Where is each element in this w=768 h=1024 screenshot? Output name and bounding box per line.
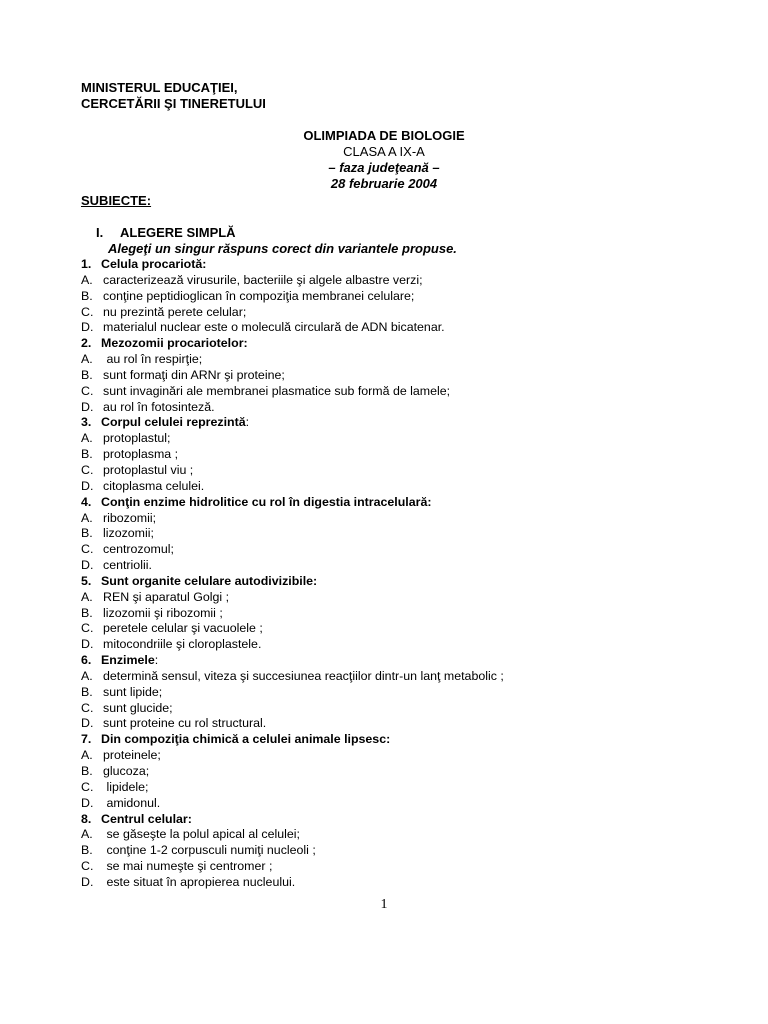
question-8	[81, 812, 741, 828]
option-text: protoplastul;	[103, 431, 171, 446]
option-text: sunt proteine cu rol structural.	[103, 716, 267, 731]
option-letter: D.	[81, 795, 94, 810]
option-text: sunt invaginări ale membranei plasmatice sub formă de lamele;	[103, 383, 451, 398]
answer-option	[81, 606, 741, 622]
option-letter: B.	[81, 684, 93, 699]
question-number: 7.	[81, 732, 92, 747]
exam-date: 28 februarie 2004	[330, 176, 438, 191]
option-letter: B.	[81, 526, 93, 541]
ministry-line-2: CERCETĂRII ŞI TINERETULUI	[81, 96, 266, 111]
option-letter: C.	[81, 779, 94, 794]
olympiad-title: OLIMPIADA DE BIOLOGIE	[303, 128, 465, 143]
answer-option	[81, 764, 741, 780]
option-letter: D.	[81, 874, 94, 889]
option-letter: B.	[81, 447, 93, 462]
question-7	[81, 732, 741, 748]
option-text: sunt formaţi din ARNr şi proteine;	[103, 367, 285, 382]
subjects-label: SUBIECTE:	[81, 193, 152, 208]
option-text: mitocondriile şi cloroplastele.	[103, 637, 262, 652]
olympiad-title-block	[0, 128, 768, 192]
answer-option	[81, 463, 741, 479]
section-instruction: Alegeţi un singur răspuns corect din variantele propuse.	[108, 241, 457, 256]
option-letter: B.	[81, 367, 93, 382]
class-label: CLASA A IX-A	[343, 144, 425, 159]
answer-option	[81, 447, 741, 463]
option-letter: D.	[81, 399, 94, 414]
option-letter: A.	[81, 510, 93, 525]
option-letter: A.	[81, 668, 93, 683]
option-text: sunt glucide;	[103, 700, 173, 715]
option-letter: B.	[81, 764, 93, 778]
question-6	[81, 653, 741, 669]
option-text: REN şi aparatul Golgi ;	[103, 589, 230, 604]
option-letter: C.	[81, 542, 94, 557]
option-letter: D.	[81, 478, 94, 493]
answer-option	[81, 590, 741, 606]
question-4	[81, 495, 741, 511]
option-text: lizozomii şi ribozomii ;	[103, 605, 223, 620]
option-letter: D.	[81, 558, 94, 573]
question-number: 3.	[81, 415, 92, 430]
answer-option	[81, 305, 741, 321]
option-text: conţine peptidioglican în compoziţia membranei celulare;	[103, 288, 415, 303]
answer-option	[81, 431, 741, 447]
answer-option	[81, 384, 741, 400]
answer-option	[81, 827, 741, 843]
answer-option	[81, 796, 741, 812]
option-letter: A.	[81, 589, 93, 604]
question-5	[81, 574, 741, 590]
option-letter: C.	[81, 383, 94, 398]
question-text-tail: :	[154, 653, 159, 668]
option-text: peretele celular şi vacuolele ;	[103, 621, 263, 636]
option-text: au rol în respirţie;	[103, 352, 203, 367]
option-text: centriolii.	[103, 558, 152, 573]
question-number: 2.	[81, 336, 92, 351]
option-text: citoplasma celulei.	[103, 478, 205, 493]
page-number: 1	[380, 897, 388, 912]
answer-option	[81, 479, 741, 495]
answer-option	[81, 621, 741, 637]
option-letter: A.	[81, 352, 93, 367]
option-text: determină sensul, viteza şi succesiunea reacţiilor dintr-un lanţ metabolic ;	[103, 668, 504, 683]
question-1	[81, 257, 741, 273]
option-letter: D.	[81, 320, 94, 335]
option-text: centrozomul;	[103, 542, 174, 557]
option-text: conţine 1-2 corpusculi numiţi nucleoli ;	[103, 843, 316, 858]
answer-option	[81, 875, 741, 891]
answer-option	[81, 526, 741, 542]
option-letter: C.	[81, 304, 94, 319]
option-letter: C.	[81, 700, 94, 715]
option-text: glucoza;	[103, 764, 150, 778]
option-letter: C.	[81, 621, 94, 636]
answer-option	[81, 289, 741, 305]
option-text: se găseşte la polul apical al celulei;	[103, 827, 300, 842]
answer-option	[81, 400, 741, 416]
option-letter: B.	[81, 605, 93, 620]
question-text: Mezozomii procariotelor:	[101, 336, 248, 351]
ministry-line-1: MINISTERUL EDUCAŢIEI,	[81, 80, 238, 95]
option-letter: B.	[81, 843, 93, 858]
answer-option	[81, 352, 741, 368]
question-number: 6.	[81, 653, 92, 668]
option-text: lipidele;	[103, 779, 149, 794]
question-number: 1.	[81, 257, 92, 271]
question-3	[81, 415, 741, 431]
option-letter: A.	[81, 431, 93, 446]
ministry-header	[81, 80, 266, 112]
option-text: sunt lipide;	[103, 684, 163, 699]
option-letter: A.	[81, 827, 93, 842]
phase-label: – faza judeţeană –	[328, 160, 440, 175]
question-text: Enzimele	[101, 653, 155, 668]
answer-option	[81, 780, 741, 796]
answer-option	[81, 843, 741, 859]
question-2	[81, 336, 741, 352]
option-text: lizozomii;	[103, 526, 154, 541]
option-text: materialul nuclear este o moleculă circulară de ADN bicatenar.	[103, 320, 445, 335]
option-text: nu prezintă perete celular;	[103, 304, 247, 319]
question-text: Celula procariotă:	[101, 257, 207, 271]
question-text: Conţin enzime hidrolitice cu rol în digestia intracelulară:	[101, 494, 432, 509]
option-text: protoplastul viu ;	[103, 462, 194, 477]
question-text: Corpul celulei reprezintă	[101, 415, 246, 430]
option-text: se mai numeşte şi centromer ;	[103, 859, 273, 874]
question-number: 4.	[81, 494, 92, 509]
section-heading	[96, 225, 236, 241]
option-letter: B.	[81, 288, 93, 303]
answer-option	[81, 859, 741, 875]
question-text-tail: :	[245, 415, 250, 430]
answer-option	[81, 685, 741, 701]
option-text: amidonul.	[103, 795, 161, 810]
answer-option	[81, 748, 741, 764]
option-text: caracterizează virusurile, bacteriile şi algele albastre verzi;	[103, 272, 423, 287]
answer-option	[81, 368, 741, 384]
answer-option	[81, 558, 741, 574]
answer-option	[81, 701, 741, 717]
question-list	[81, 257, 741, 891]
answer-option	[81, 320, 741, 336]
answer-option	[81, 669, 741, 685]
option-letter: A.	[81, 748, 93, 763]
option-letter: A.	[81, 272, 93, 287]
option-letter: C.	[81, 462, 94, 477]
option-letter: D.	[81, 716, 94, 731]
option-letter: C.	[81, 859, 94, 874]
option-text: au rol în fotosinteză.	[103, 399, 215, 414]
option-text: protoplasma ;	[103, 447, 179, 462]
section-title: ALEGERE SIMPLĂ	[120, 225, 236, 240]
option-text: este situat în apropierea nucleului.	[103, 874, 296, 889]
question-text: Centrul celular:	[101, 811, 192, 826]
answer-option	[81, 716, 741, 732]
option-text: proteinele;	[103, 748, 161, 763]
question-number: 8.	[81, 811, 92, 826]
answer-option	[81, 542, 741, 558]
option-letter: D.	[81, 637, 94, 652]
question-text: Din compoziţia chimică a celulei animale lipsesc:	[101, 732, 391, 747]
answer-option	[81, 637, 741, 653]
section-number: I.	[96, 225, 104, 240]
option-text: ribozomii;	[103, 510, 157, 525]
question-number: 5.	[81, 573, 92, 588]
answer-option	[81, 273, 741, 289]
question-text: Sunt organite celulare autodivizibile:	[101, 573, 318, 588]
answer-option	[81, 511, 741, 527]
